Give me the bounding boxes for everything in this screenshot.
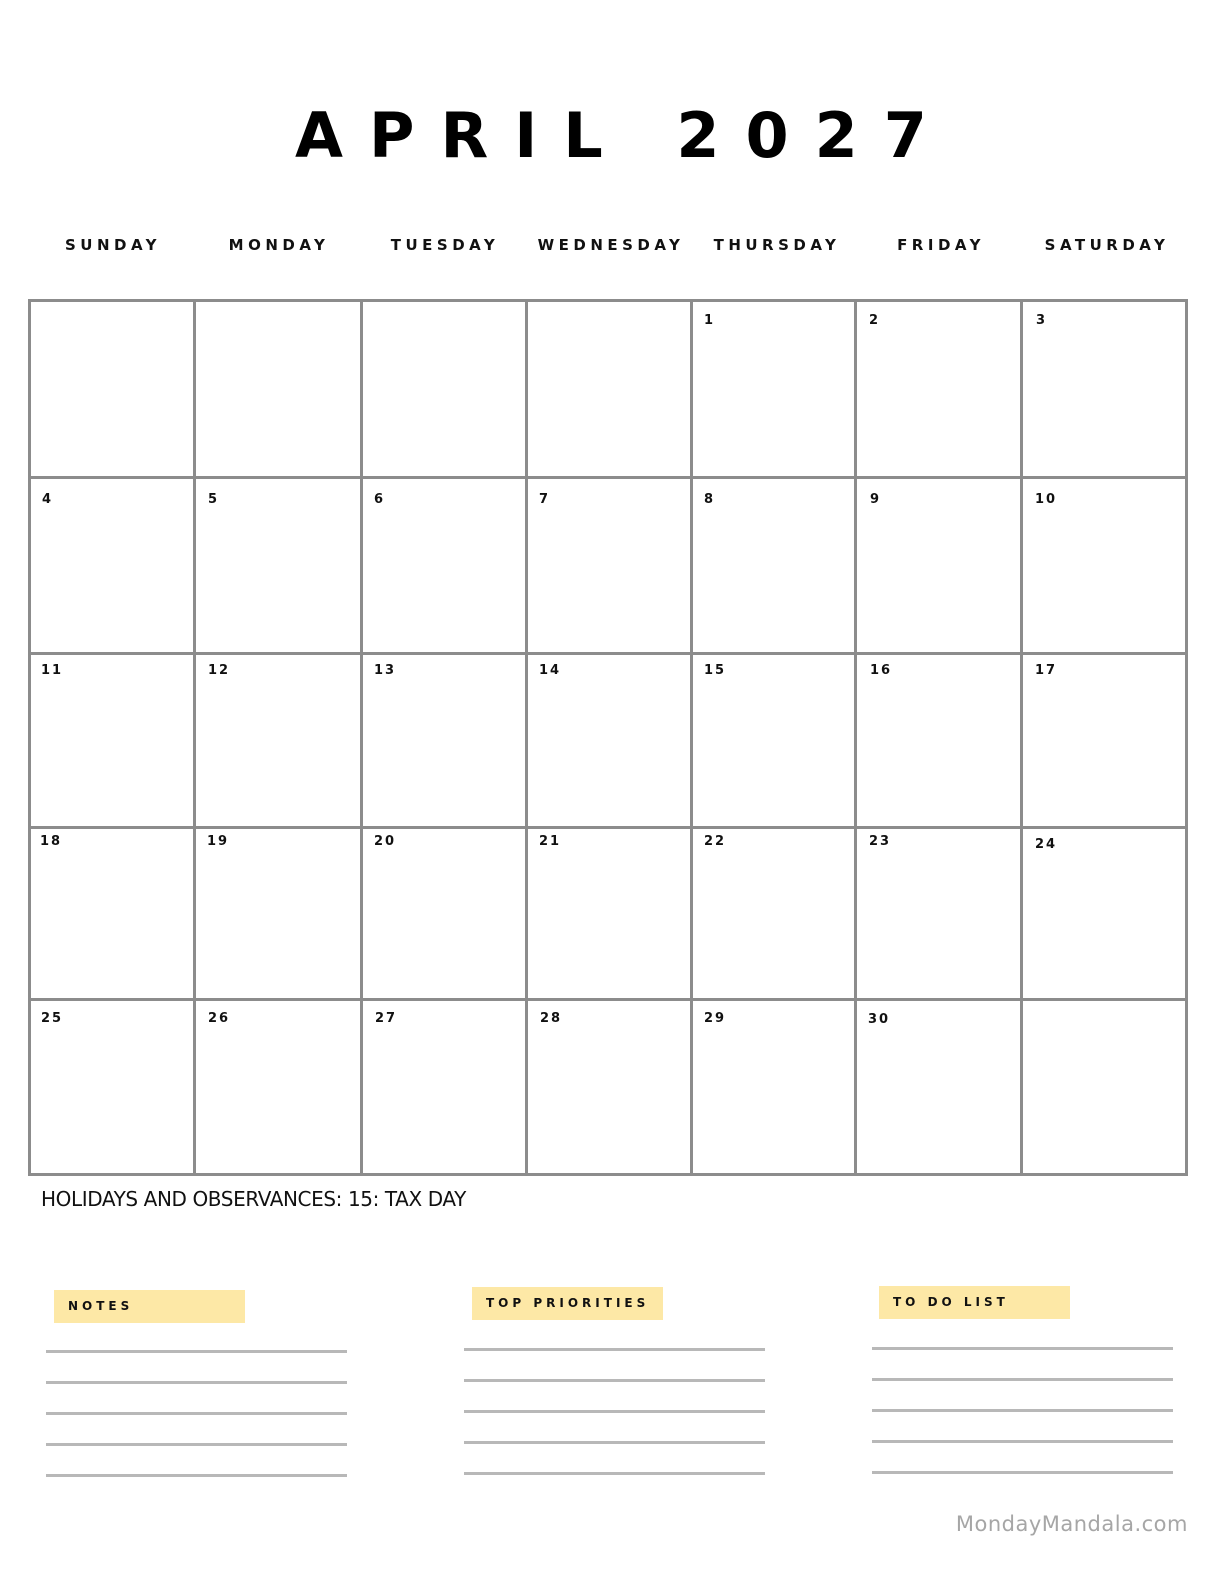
day-cell[interactable]: 17 [1035,663,1058,678]
weekday-thursday: THURSDAY [713,236,841,254]
grid-line [28,1173,1188,1176]
day-cell[interactable]: 29 [704,1011,727,1026]
day-cell[interactable]: 25 [41,1011,64,1026]
holidays-observances: HOLIDAYS AND OBSERVANCES: 15: TAX DAY [41,1187,466,1211]
to-do-list-line[interactable] [872,1378,1173,1381]
day-cell[interactable]: 12 [208,663,231,678]
day-cell[interactable]: 16 [870,663,893,678]
grid-line [690,299,693,1176]
weekday-monday: MONDAY [228,236,330,254]
day-cell[interactable]: 15 [704,663,727,678]
weekday-friday: FRIDAY [897,236,985,254]
top-priorities-section [464,1286,774,1486]
notes-section [46,1286,356,1486]
grid-line [525,299,528,1176]
day-cell[interactable]: 10 [1035,492,1058,507]
grid-line [28,299,1188,302]
day-cell[interactable]: 11 [41,663,64,678]
to-do-list-section [872,1286,1182,1486]
top-priorities-line[interactable] [464,1348,765,1351]
grid-line [28,652,1188,655]
grid-line [360,299,363,1176]
day-cell[interactable]: 3 [1036,313,1048,328]
to-do-list-line[interactable] [872,1409,1173,1412]
day-cell[interactable]: 30 [868,1012,891,1027]
day-cell[interactable]: 1 [704,313,716,328]
grid-line [28,299,31,1176]
grid-line [193,299,196,1176]
day-cell[interactable]: 14 [539,663,562,678]
day-cell[interactable]: 19 [207,834,230,849]
to-do-list-label: TO DO LIST [879,1286,1070,1319]
day-cell[interactable]: 26 [208,1011,231,1026]
day-cell[interactable]: 20 [374,834,397,849]
day-cell[interactable]: 4 [42,492,54,507]
grid-line [854,299,857,1176]
weekday-tuesday: TUESDAY [390,236,500,254]
weekday-sunday: SUNDAY [64,236,162,254]
day-cell[interactable]: 6 [374,492,386,507]
day-cell[interactable]: 13 [374,663,397,678]
day-cell[interactable]: 9 [870,492,882,507]
notes-line[interactable] [46,1412,347,1415]
day-cell[interactable]: 8 [704,492,716,507]
day-cell[interactable]: 23 [869,834,892,849]
top-priorities-line[interactable] [464,1379,765,1382]
notes-line[interactable] [46,1443,347,1446]
grid-line [1185,299,1188,1176]
grid-line [28,998,1188,1001]
grid-line [28,476,1188,479]
notes-line[interactable] [46,1350,347,1353]
grid-line [28,826,1188,829]
to-do-list-line[interactable] [872,1471,1173,1474]
top-priorities-line[interactable] [464,1441,765,1444]
watermark: MondayMandala.com [955,1512,1188,1536]
calendar-grid [28,299,1188,1176]
day-cell[interactable]: 7 [539,492,551,507]
top-priorities-line[interactable] [464,1472,765,1475]
notes-line[interactable] [46,1381,347,1384]
day-cell[interactable]: 28 [540,1011,563,1026]
day-cell[interactable]: 5 [208,492,220,507]
weekday-header-row [28,234,1188,258]
weekday-saturday: SATURDAY [1044,236,1170,254]
notes-label: NOTES [54,1290,245,1323]
to-do-list-line[interactable] [872,1440,1173,1443]
day-cell[interactable]: 18 [40,834,63,849]
grid-line [1020,299,1023,1176]
day-cell[interactable]: 24 [1035,837,1058,852]
to-do-list-line[interactable] [872,1347,1173,1350]
top-priorities-line[interactable] [464,1410,765,1413]
day-cell[interactable]: 27 [375,1011,398,1026]
day-cell[interactable]: 2 [869,313,881,328]
top-priorities-label: TOP PRIORITIES [472,1287,663,1320]
day-cell[interactable]: 21 [539,834,562,849]
calendar-title: APRIL 2027 [295,99,953,172]
day-cell[interactable]: 22 [704,834,727,849]
weekday-wednesday: WEDNESDAY [537,236,685,254]
notes-line[interactable] [46,1474,347,1477]
